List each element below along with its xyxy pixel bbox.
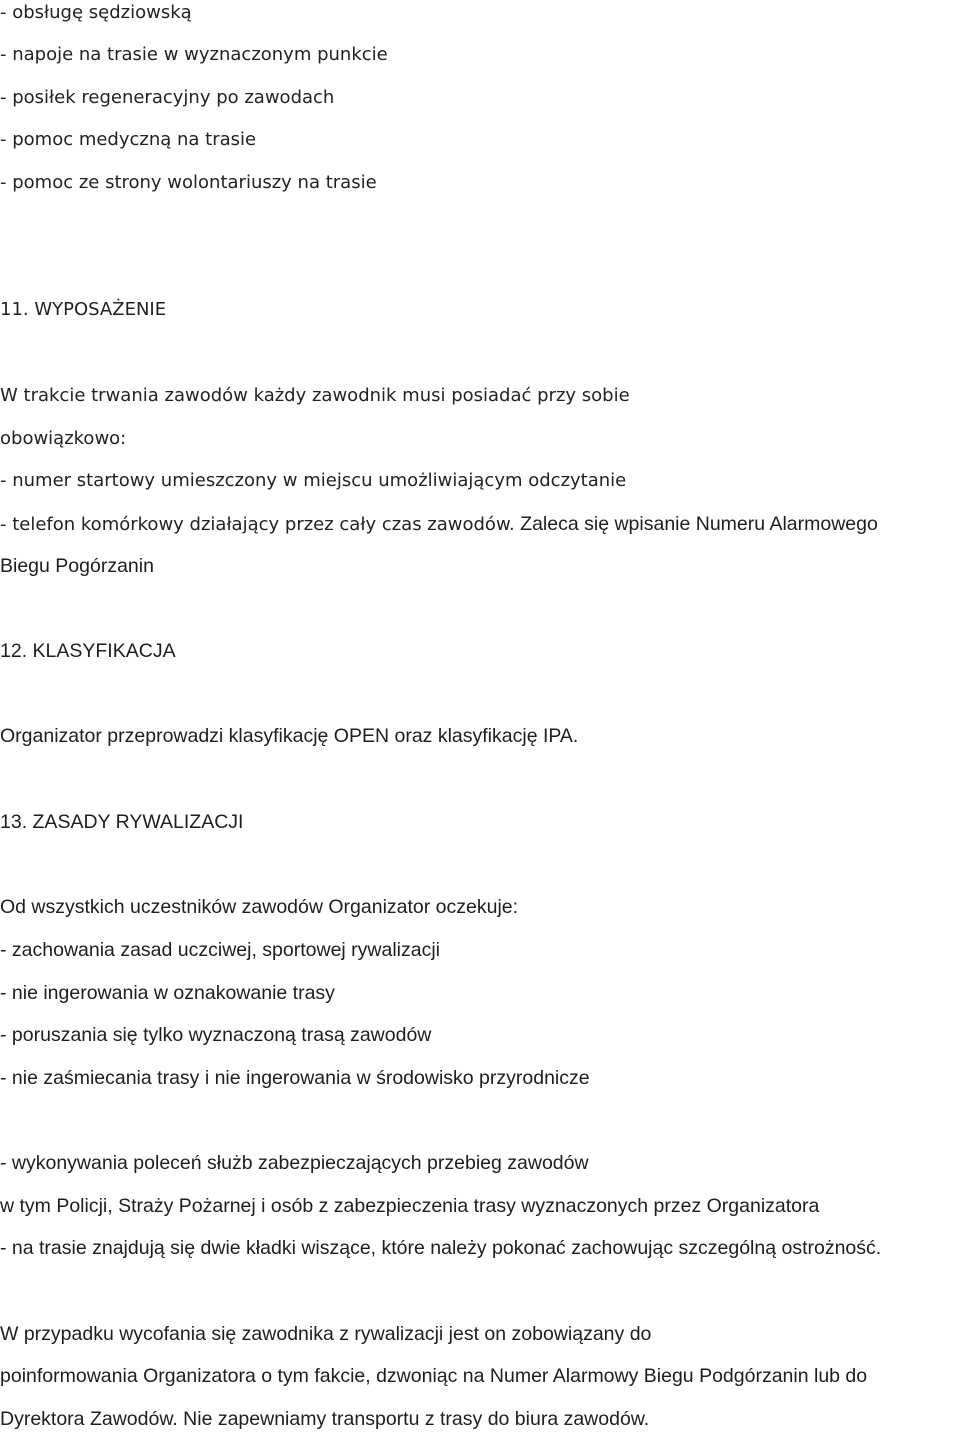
section-13-item-environment: - nie zaśmiecania trasy i nie ingerowania w środowisko przyrodnicze <box>0 1067 590 1089</box>
list-item-medical: - pomoc medyczną na trasie <box>0 129 257 150</box>
list-item-referees: - obsługę sędziowską <box>0 2 192 23</box>
section-12-heading: 12. KLASYFIKACJA <box>0 640 176 662</box>
section-11-heading: 11. WYPOSAŻENIE <box>0 299 167 320</box>
section-12-text: Organizator przeprowadzi klasyfikację OPEN oraz klasyfikację IPA. <box>0 725 579 747</box>
list-item-volunteers: - pomoc ze strony wolontariuszy na trasie <box>0 172 377 193</box>
section-11-item-phone <box>0 511 878 538</box>
section-13-item-security-line1: - wykonywania poleceń służb zabezpieczających przebieg zawodów <box>0 1152 589 1174</box>
section-13-withdraw-line1: W przypadku wycofania się zawodnika z rywalizacji jest on zobowiązany do <box>0 1323 652 1345</box>
section-13-item-bridges: - na trasie znajdują się dwie kładki wiszące, które należy pokonać zachowując szczególną ostrożność. <box>0 1237 882 1259</box>
section-11-item-number: - numer startowy umieszczony w miejscu umożliwiającym odczytanie <box>0 470 627 491</box>
section-13-intro: Od wszystkich uczestników zawodów Organizator oczekuje: <box>0 896 519 918</box>
list-item-drinks: - napoje na trasie w wyznaczonym punkcie <box>0 44 388 65</box>
section-11-item-phone-line2: Biegu Pogórzanin <box>0 555 154 577</box>
section-11-item-phone-part1: - telefon komórkowy działający przez cały czas zawodów. <box>0 514 515 535</box>
section-13-withdraw-line3: Dyrektora Zawodów. Nie zapewniamy transportu z trasy do biura zawodów. <box>0 1408 650 1430</box>
section-11-intro-line2: obowiązkowo: <box>0 428 127 449</box>
section-11-intro-line1: W trakcie trwania zawodów każdy zawodnik musi posiadać przy sobie <box>0 385 630 406</box>
list-item-meal: - posiłek regeneracyjny po zawodach <box>0 87 335 108</box>
section-13-item-security-line2: w tym Policji, Straży Pożarnej i osób z zabezpieczenia trasy wyznaczonych przez Organizatora <box>0 1195 820 1217</box>
section-13-heading: 13. ZASADY RYWALIZACJI <box>0 811 244 833</box>
section-11-item-phone-part2: Zaleca się wpisanie Numeru Alarmowego <box>514 513 878 535</box>
section-13-item-route: - poruszania się tylko wyznaczoną trasą zawodów <box>0 1024 432 1046</box>
section-13-item-markings: - nie ingerowania w oznakowanie trasy <box>0 982 335 1004</box>
section-13-item-fair-play: - zachowania zasad uczciwej, sportowej rywalizacji <box>0 939 441 961</box>
section-13-withdraw-line2: poinformowania Organizatora o tym fakcie, dzwoniąc na Numer Alarmowy Biegu Podgórzanin lub do <box>0 1365 868 1387</box>
